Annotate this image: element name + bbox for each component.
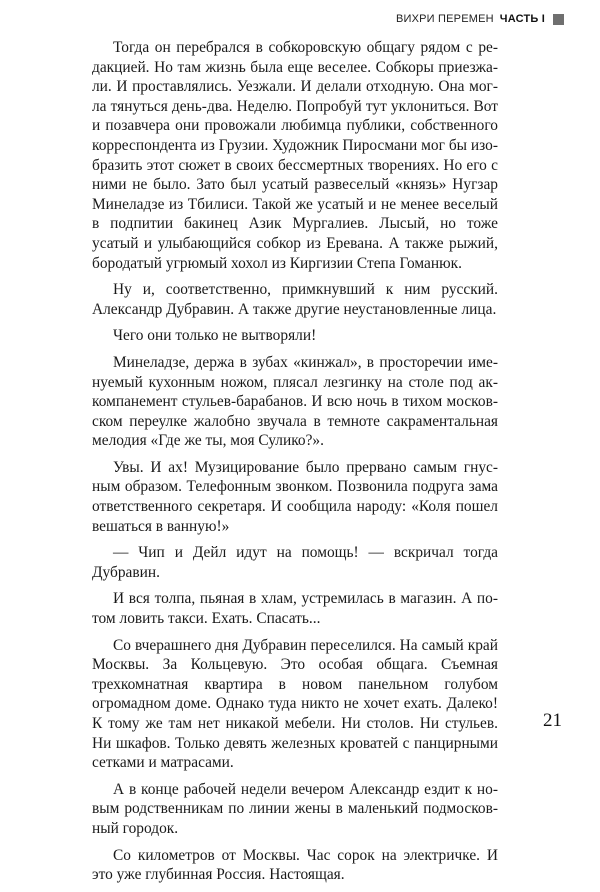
paragraph: Чего они только не вытворяли! — [113, 327, 317, 345]
paragraph: — Чип и Дейл идут на помощь! — вскричал тогда Дубравин. — [92, 544, 498, 581]
page-number: 21 — [543, 710, 562, 731]
paragraph: Тогда он перебрался в собкоровскую общагу рядом с редакцией. Но там жизнь была еще веселее. Собкоры приезжали. И проставлялись. Уезжали. И делали отходную. Она могла тянуться день-два. Неделю. Попробуй тут уклониться. Вот и позавчера они провожали любимца публики, собственного корреспондента из Грузии. Художник Пиросмани мог бы изобразить этот сюжет в своих бессмертных творениях. Но его с ними не было. Зато был усатый развеселый «князь» Нугзар Минеладзе из Тбилиси. Такой же усатый и не менее веселый в подпитии бакинец Азик Мургалиев. Лысый, но тоже усатый и улыбающийся собкор из Еревана. А также рыжий, бородатый угрюмый хохол из Киргизии Степа Гоманюк. — [92, 39, 498, 272]
book-title: ВИХРИ ПЕРЕМЕН — [395, 13, 494, 25]
paragraph: Увы. И ах! Музицирование было прервано самым гнусным образом. Телефонным звонком. Позвонила подруга зама ответственного секретаря. И сообщила народу: «Коля пошел вешаться в ванную!» — [92, 458, 498, 535]
body-text — [92, 38, 498, 892]
part-label: ЧАСТЬ I — [499, 13, 545, 25]
paragraph: Со вчерашнего дня Дубравин переселился. На самый край Москвы. За Кольцевую. Это особая общага. Съемная трехкомнатная квартира в новом панельном голубом огромадном доме. Однако туда никто не хочет ехать. Далеко! К тому же там нет никакой мебели. Ни столов. Ни стульев. Ни шкафов. Только девять железных кроватей с панцирными сетками и матрасами. — [92, 636, 498, 772]
paragraph: Минеладзе, держа в зубах «кинжал», в просторечии именуемый кухонным ножом, плясал лезгинку на столе под аккомпанемент стульев-барабанов. И всю ночь в тихом московском переулке жалобно звучала в темноте сакраментальная мелодия «Где же ты, моя Сулико?». — [92, 353, 498, 450]
paragraph: И вся толпа, пьяная в хлам, устремилась в магазин. А потом ловить такси. Ехать. Спасать... — [92, 590, 498, 628]
running-header — [396, 13, 564, 25]
paragraph: А в конце рабочей недели вечером Александр ездит к новым родственникам по линии жены в маленький подмосковный городок. — [92, 780, 498, 837]
paragraph: Ну и, соответственно, примкнувший к ним русский. Александр Дубравин. А также другие неустановленные лица. — [92, 281, 498, 318]
paragraph: Со километров от Москвы. Час сорок на электричке. И это уже глубинная Россия. Настоящая. — [92, 846, 498, 884]
header-square-icon — [553, 14, 564, 25]
